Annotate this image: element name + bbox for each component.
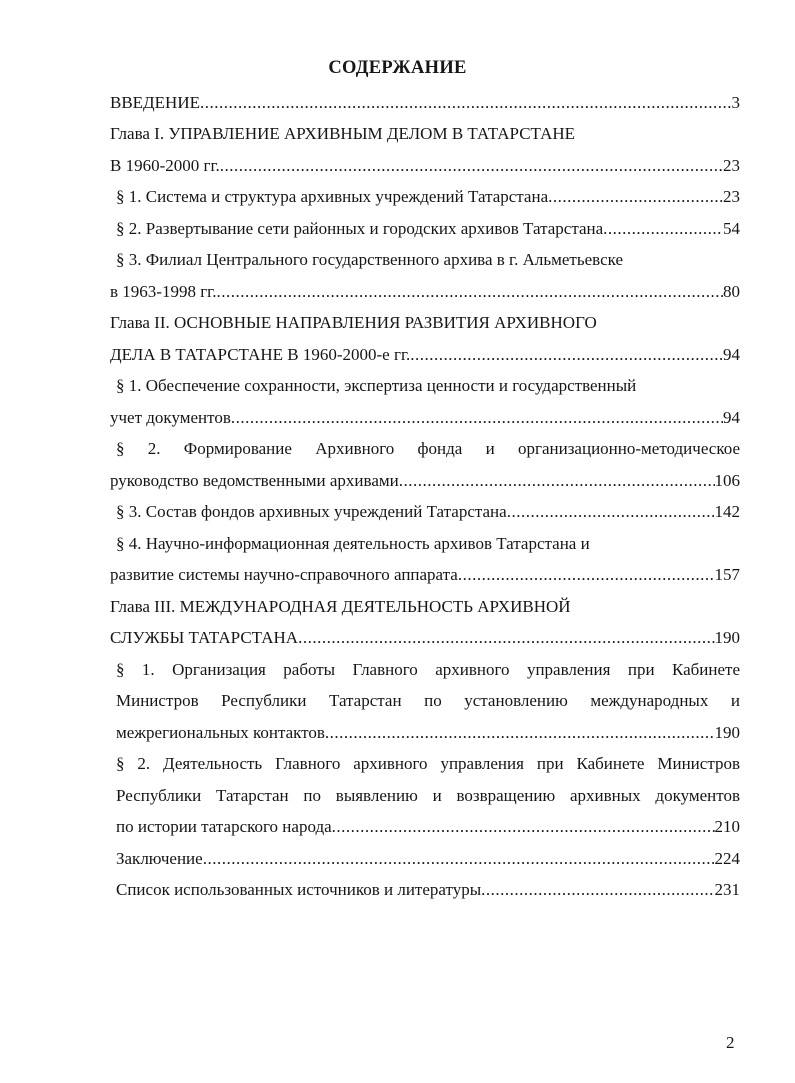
- toc-chapter-1-heading: [110, 122, 750, 146]
- toc-section-3-2-continuation: [116, 815, 740, 839]
- toc-section-1-3-continuation: [110, 280, 740, 304]
- dot-leader: [481, 878, 714, 902]
- toc-section-2-4-continuation: [110, 563, 740, 587]
- toc-entry-text: ДЕЛА В ТАТАРСТАНЕ В 1960-2000-е гг.: [110, 345, 411, 364]
- toc-chapter-2-continuation: [110, 343, 740, 367]
- toc-title: СОДЕРЖАНИЕ: [328, 58, 467, 78]
- toc-section-3-2-line-2: Республики Татарстан по выявлению и возвращению архивных документов: [116, 786, 740, 805]
- toc-entry-text: § 3. Состав фондов архивных учреждений Татарстана: [116, 502, 507, 521]
- toc-entry-text: Глава II. ОСНОВНЫЕ НАПРАВЛЕНИЯ РАЗВИТИЯ АРХИВНОГО: [110, 313, 597, 332]
- toc-section-3-1-continuation: [116, 721, 740, 745]
- dot-leader: [507, 500, 715, 524]
- toc-chapter-1-continuation: [110, 154, 740, 178]
- dot-leader: [458, 563, 715, 587]
- toc-entry-text: в 1963-1998 гг.: [110, 282, 217, 301]
- toc-entry-page: 80: [723, 282, 740, 301]
- page-number: 2: [726, 1033, 735, 1052]
- toc-entry-text: Глава I. УПРАВЛЕНИЕ АРХИВНЫМ ДЕЛОМ В ТАТАРСТАНЕ: [110, 124, 576, 143]
- toc-entry-conclusion: [116, 847, 740, 871]
- toc-section-2-4: [116, 532, 736, 556]
- toc-section-1-1: [116, 185, 740, 209]
- toc-entry-page: 231: [714, 880, 740, 899]
- toc-entry-text: учет документов: [110, 408, 231, 427]
- dot-leader: [200, 91, 732, 115]
- dot-leader: [548, 185, 723, 209]
- toc-entry-text: по истории татарского народа: [116, 817, 332, 836]
- toc-entry-text: Список использованных источников и литературы: [116, 880, 482, 899]
- toc-entry-introduction: [110, 91, 740, 115]
- toc-entry-page: 23: [723, 156, 740, 175]
- toc-entry-page: 106: [714, 471, 740, 490]
- toc-section-2-2-continuation: [110, 469, 740, 493]
- toc-section-2-2: § 2. Формирование Архивного фонда и организационно-методическое: [116, 439, 740, 458]
- dot-leader: [332, 815, 715, 839]
- toc-entry-text: § 3. Филиал Центрального государственного архива в г. Альметьевске: [116, 250, 624, 269]
- toc-entry-page: 157: [714, 565, 740, 584]
- toc-section-3-1-line-2: Министров Республики Татарстан по установлению международных и: [116, 691, 740, 710]
- toc-entry-text: руководство ведомственными архивами: [110, 471, 399, 490]
- toc-entry-page: 210: [714, 817, 740, 836]
- toc-entry-text: развитие системы научно-справочного аппарата: [110, 565, 458, 584]
- toc-section-1-3: [116, 248, 736, 272]
- toc-entry-page: 94: [723, 408, 740, 427]
- dot-leader: [220, 154, 723, 178]
- toc-entry-text: § 4. Научно-информационная деятельность архивов Татарстана и: [116, 534, 590, 553]
- toc-entry-page: 224: [714, 849, 740, 868]
- toc-section-2-1-continuation: [110, 406, 740, 430]
- dot-leader: [216, 280, 723, 304]
- toc-entry-page: 190: [714, 723, 740, 742]
- toc-entry-text: § 1. Система и структура архивных учреждений Татарстана: [116, 187, 549, 206]
- toc-section-2-3: [116, 500, 740, 524]
- toc-entry-text: СЛУЖБЫ ТАТАРСТАНА: [110, 628, 299, 647]
- toc-section-3-2: § 2. Деятельность Главного архивного управления при Кабинете Министров: [116, 754, 740, 773]
- toc-section-1-2: [116, 217, 740, 241]
- dot-leader: [399, 469, 715, 493]
- toc-entry-page: 190: [714, 628, 740, 647]
- toc-entry-text: Заключение: [116, 849, 203, 868]
- dot-leader: [203, 847, 715, 871]
- dot-leader: [231, 406, 723, 430]
- toc-chapter-3-heading: [110, 595, 750, 619]
- toc-entry-page: 142: [714, 502, 740, 521]
- toc-section-3-1: § 1. Организация работы Главного архивного управления при Кабинете: [116, 660, 740, 679]
- toc-entry-text: § 2. Развертывание сети районных и городских архивов Татарстана: [116, 219, 604, 238]
- toc-chapter-3-continuation: [110, 626, 740, 650]
- dot-leader: [603, 217, 723, 241]
- dot-leader: [298, 626, 714, 650]
- toc-entry-page: 3: [731, 93, 740, 112]
- dot-leader: [410, 343, 723, 367]
- toc-section-2-1: [116, 374, 736, 398]
- toc-entry-page: 94: [723, 345, 740, 364]
- toc-entry-page: 54: [723, 219, 740, 238]
- toc-entry-text: межрегиональных контактов: [116, 723, 325, 742]
- toc-entry-text: § 1. Обеспечение сохранности, экспертиза ценности и государственный: [116, 376, 637, 395]
- toc-entry-page: 23: [723, 187, 740, 206]
- dot-leader: [325, 721, 715, 745]
- toc-entry-text: В 1960-2000 гг.: [110, 156, 220, 175]
- toc-chapter-2-heading: [110, 311, 750, 335]
- toc-entry-references: [116, 878, 740, 902]
- toc-entry-text: Глава III. МЕЖДУНАРОДНАЯ ДЕЯТЕЛЬНОСТЬ АРХИВНОЙ: [110, 597, 571, 616]
- toc-entry-text: ВВЕДЕНИЕ: [110, 93, 200, 112]
